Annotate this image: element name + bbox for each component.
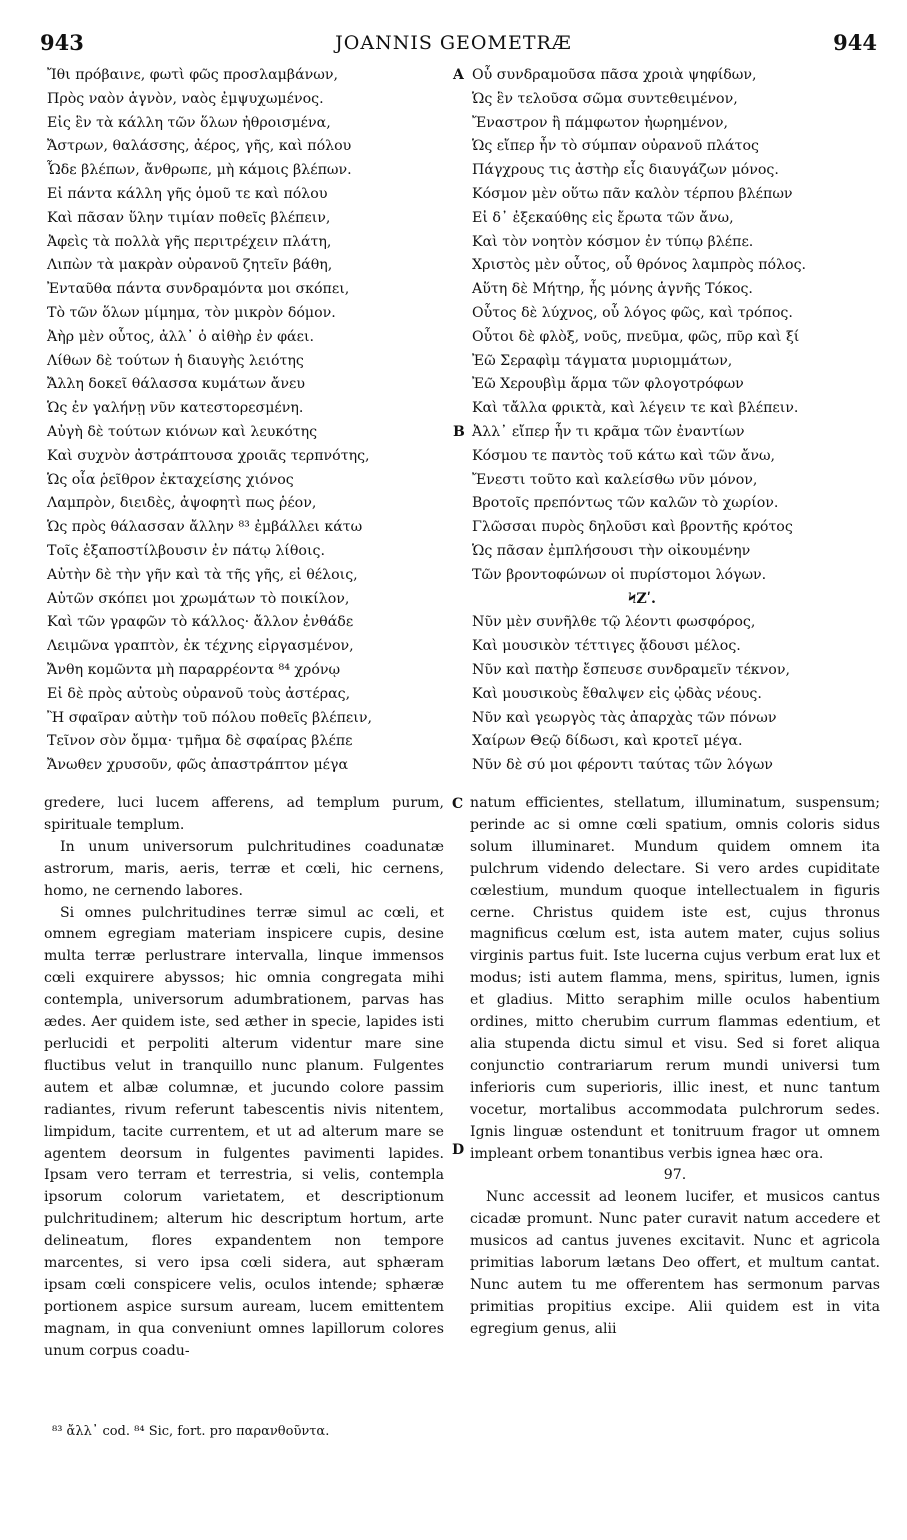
- running-title: JOANNIS GEOMETRÆ: [335, 32, 572, 54]
- section-number: 97.: [663, 1167, 687, 1184]
- verse-line: Αὕτη δὲ Μήτηρ, ἧς μόνης ἁγνῆς Τόκος.: [472, 281, 753, 298]
- verse-line: Πρὸς ναὸν ἁγνὸν, ναὸς ἐμψυχωμένος.: [47, 90, 324, 107]
- verse-line: Εἰ δ᾽ ἐξεκαύθης εἰς ἔρωτα τῶν ἄνω,: [472, 209, 734, 226]
- verse-line: Ἐῶ Σεραφὶμ τάγματα μυριομμάτων,: [472, 352, 733, 369]
- verse-line: Οὗτος δὲ λύχνος, οὗ λόγος φῶς, καὶ τρόπος.: [472, 304, 793, 321]
- verse-line: Λαμπρὸν, διειδὲς, ἀψοφητὶ πως ῥέον,: [47, 495, 317, 512]
- verse-line: Ἄστρων, θαλάσσης, ἀέρος, γῆς, καὶ πόλου: [47, 138, 352, 155]
- verse-line: Λειμῶνα γραπτὸν, ἐκ τέχνης εἰργασμένον,: [47, 638, 354, 655]
- verse-line: Ἴθι πρόβαινε, φωτὶ φῶς προσλαμβάνων,: [47, 67, 338, 83]
- verse-line: Ὡς ἐν γαλήνῃ νῦν κατεστορεσμένη.: [47, 400, 304, 417]
- verse-line: Νῦν δὲ σύ μοι φέροντι ταύτας τῶν λόγων: [472, 757, 773, 774]
- verse-line: Καὶ τἄλλα φρικτὰ, καὶ λέγειν τε καὶ βλέπειν.: [472, 400, 799, 417]
- verse-line: ϞΖʹ.: [628, 590, 656, 607]
- verse-line: Ἐνταῦθα πάντα συνδραμόντα μοι σκόπει,: [47, 281, 350, 298]
- verse-line: Ἀφεὶς τὰ πολλὰ γῆς περιτρέχειν πλάτη,: [47, 233, 332, 250]
- verse-line: Ἄλλη δοκεῖ θάλασσα κυμάτων ἄνευ: [47, 376, 305, 393]
- verse-line: Ὡς οἷα ῥεῖθρον ἐκταχείσης χιόνος: [47, 471, 294, 488]
- verse-line: Τὸ τῶν ὅλων μίμημα, τὸν μικρὸν δόμον.: [47, 304, 336, 321]
- left-page-number: 943: [40, 30, 84, 55]
- verse-line: Ἔναστρον ἢ πάμφωτον ἠωρημένον,: [472, 114, 729, 131]
- verse-line: Εἰς ἓν τὰ κάλλη τῶν ὅλων ἠθροισμένα,: [47, 114, 331, 131]
- verse-line: Τῶν βροντοφώνων οἱ πυρίστομοι λόγων.: [472, 566, 767, 583]
- verse-line: Καὶ μουσικοὺς ἔθαλψεν εἰς ᾠδὰς νέους.: [472, 685, 762, 702]
- verse-line: Κόσμου τε παντὸς τοῦ κάτω καὶ τῶν ἄνω,: [472, 447, 776, 464]
- verse-line: Καὶ μουσικὸν τέττιγες ᾄδουσι μέλος.: [472, 638, 741, 655]
- verse-line: Καὶ πᾶσαν ὕλην τιμίαν ποθεῖς βλέπειν,: [47, 209, 331, 226]
- latin-paragraph: Si omnes pulchritudines terræ simul ac cœli, et omnem egregiam materiam inspicere cupis, desine multa terræ perlustrare intervalla, linque immensos cœli exquirere abyssos; hic omnia congregata mihi contempla, universorum adumbrationem, parvas has ædes. Aer quidem iste, sed æther in specie, lapides isti perlucidi et perpoliti alterum videntur mare sine fluctibus velut in tranquillo nunc planum. Fulgentes autem et albæ columnæ, et jucundo colore passim radiantes, rivum referunt tabescentis nivis nitentem, limpidum, tacite currentem, et ut ad alterum mare se agentem deorsum in fulgentes pavimenti lapides. Ipsam vero terram et terrestria, si velis, contempla ipsorum colorum varietatem, et descriptionum pulchritudinem; alterum hic descriptum hortum, arte delineatum, flores expandentem non tempore marcentes, si vero ipsa cœli sidera, aut sphæram ipsam cœli conspicere velis, oculos intende; sphæræ portionem aspice sursum auream, lucem emittentem magnam, in qua conveniunt omnes lapillorum colores unum corpus coadu-: [44, 904, 444, 1359]
- verse-line: Αὐτῶν σκόπει μοι χρωμάτων τὸ ποικίλον,: [47, 590, 350, 607]
- latin-right-column: [470, 793, 880, 1341]
- verse-line: Καὶ συχνὸν ἀστράπτουσα χροιᾶς τερπνότης,: [47, 447, 370, 464]
- verse-line: Ὡς πρὸς θάλασσαν ἄλλην ⁸³ ἐμβάλλει κάτω: [47, 519, 363, 536]
- verse-line: Οὗτοι δὲ φλὸξ, νοῦς, πνεῦμα, φῶς, πῦρ καὶ ξί: [472, 328, 800, 345]
- verse-line: Τοῖς ἐξαποστίλβουσιν ἐν πάτῳ λίθοις.: [47, 542, 325, 559]
- verse-line: Ἢ σφαῖραν αὐτὴν τοῦ πόλου ποθεῖς βλέπειν,: [47, 709, 372, 726]
- margin-mark-b: B: [453, 424, 465, 440]
- verse-line: Ὧδε βλέπων, ἄνθρωπε, μὴ κάμοις βλέπων.: [47, 162, 352, 179]
- verse-line: Κόσμον μὲν οὕτω πᾶν καλὸν τέρπου βλέπων: [472, 185, 793, 202]
- verse-line: Νῦν καὶ γεωργὸς τὰς ἀπαρχὰς τῶν πόνων: [472, 709, 777, 726]
- verse-line: Ὡς πᾶσαν ἐμπλήσουσι τὴν οἰκουμένην: [472, 542, 751, 559]
- verse-line: Ἐῶ Χερουβὶμ ἅρμα τῶν φλογοτρόφων: [472, 376, 744, 393]
- verse-line: Εἰ δὲ πρὸς αὐτοὺς οὐρανοῦ τοὺς ἀστέρας,: [47, 685, 351, 702]
- verse-line: Βροτοῖς πρεπόντως τῶν καλῶν τὸ χωρίον.: [472, 495, 779, 512]
- right-page-number: 944: [833, 30, 877, 55]
- verse-line: Ὡς ἓν τελοῦσα σῶμα συντεθειμένον,: [472, 90, 738, 107]
- verse-line: Λιπὼν τὰ μακρὰν οὐρανοῦ ζητεῖν βάθη,: [47, 257, 333, 274]
- verse-line: Ἀὴρ μὲν οὗτος, ἀλλ᾽ ὁ αἰθὴρ ἐν φάει.: [47, 328, 315, 345]
- verse-line: Λίθων δὲ τούτων ἡ διαυγὴς λειότης: [47, 352, 304, 369]
- margin-mark-c: C: [452, 796, 464, 812]
- verse-line: Αὐτὴν δὲ τὴν γῆν καὶ τὰ τῆς γῆς, εἰ θέλοις,: [47, 566, 358, 583]
- footnotes: ⁸³ ἄλλ᾽ cod. ⁸⁴ Sic, fort. pro παρανθοῦντα.: [52, 1424, 330, 1439]
- verse-line: Ἄνωθεν χρυσοῦν, φῶς ἀπαστράπτον μέγα: [47, 757, 349, 774]
- verse-line: Γλῶσσαι πυρὸς δηλοῦσι καὶ βροντῆς κρότος: [472, 519, 793, 536]
- verse-line: Νῦν μὲν συνῆλθε τῷ λέοντι φωσφόρος,: [472, 614, 756, 631]
- greek-left-column: [47, 64, 372, 778]
- verse-line: Χαίρων Θεῷ δίδωσι, καὶ κροτεῖ μέγα.: [472, 733, 743, 750]
- verse-line: Καὶ τὸν νοητὸν κόσμον ἐν τύπῳ βλέπε.: [472, 233, 754, 250]
- verse-line: Πάγχρους τις ἀστὴρ εἷς διαυγάζων μόνος.: [472, 162, 779, 179]
- page-header: [0, 30, 907, 60]
- verse-line: Αὐγὴ δὲ τούτων κιόνων καὶ λευκότης: [47, 423, 318, 440]
- latin-paragraph: Nunc accessit ad leonem lucifer, et musicos cantus cicadæ promunt. Nunc pater curavit natum accedere et musicos ad cantus juvenes excitavit. Nunc et agricola primitias laborum lætans Deo offert, et multum cantat. Nunc autem tu me offerentem has sermonum parvas primitias propitius excipe. Alii quidem est in vita egregium genus, alii: [470, 1189, 880, 1337]
- verse-line: Οὗ συνδραμοῦσα πᾶσα χροιὰ ψηφίδων,: [472, 67, 757, 83]
- verse-line: Καὶ τῶν γραφῶν τὸ κάλλος· ἄλλον ἐνθάδε: [47, 614, 354, 631]
- margin-mark-d: D: [452, 1142, 465, 1158]
- verse-line: Νῦν καὶ πατὴρ ἔσπευσε συνδραμεῖν τέκνον,: [472, 661, 790, 678]
- latin-paragraph: gredere, luci lucem afferens, ad templum purum, spirituale templum.: [44, 795, 444, 833]
- verse-line: Ἔνεστι τοῦτο καὶ καλείσθω νῦν μόνον,: [472, 471, 758, 488]
- verse-line: Τεῖνον σὸν ὄμμα· τμῆμα δὲ σφαίρας βλέπε: [47, 733, 353, 750]
- verse-line: Εἰ πάντα κάλλη γῆς ὁμοῦ τε καὶ πόλου: [47, 185, 328, 202]
- latin-paragraph: natum efficientes, stellatum, illuminatum, suspensum; perinde ac si omne cœli spatium, omnis coloris sidus solum illuminaret. Mundum quidem omnem ita pulchrum videndo delectare. Si vero ardes cupiditate cœlestium, mundum quoque intellectualem in figuris cerne. Christus quidem iste est, cujus thronus magnificus cœlum est, ista autem mater, cujus solius virginis partus fuit. Iste lucerna cujus verbum erat lux et modus; isti autem flamma, mens, spiritus, lumen, ignis et gladius. Mitto seraphim mille oculos habentium ordines, mitto cherubim currum flammas edentium, et alia stupenda dictu simul et visu. Sed si foret aliqua conjunctio contrariarum rerum mundi universi tum inferioris cum superioris, illic inest, et nunc tantum vocetur, mortalibus accommodata pulchrorum sedes. Ignis linguæ ostendunt et tonitruum fragor ut omnem impleant orbem tonantibus verbis ignea hæc ora.: [470, 795, 880, 1162]
- greek-right-column: [472, 64, 812, 778]
- verse-line: Ἀλλ᾽ εἴπερ ἦν τι κρᾶμα τῶν ἐναντίων: [472, 423, 745, 440]
- margin-mark-a: A: [453, 67, 464, 83]
- verse-line: Χριστὸς μὲν οὗτος, οὗ θρόνος λαμπρὸς πόλος.: [472, 257, 807, 274]
- verse-line: Ὡς εἴπερ ἦν τὸ σύμπαν οὐρανοῦ πλάτος: [472, 138, 759, 155]
- latin-left-column: [44, 793, 444, 1363]
- latin-paragraph: In unum universorum pulchritudines coadunatæ astrorum, maris, aeris, terræ et cœli, hic cernens, homo, ne cernendo labores.: [44, 838, 444, 899]
- verse-line: Ἄνθη κομῶντα μὴ παραρρέοντα ⁸⁴ χρόνῳ: [47, 661, 341, 678]
